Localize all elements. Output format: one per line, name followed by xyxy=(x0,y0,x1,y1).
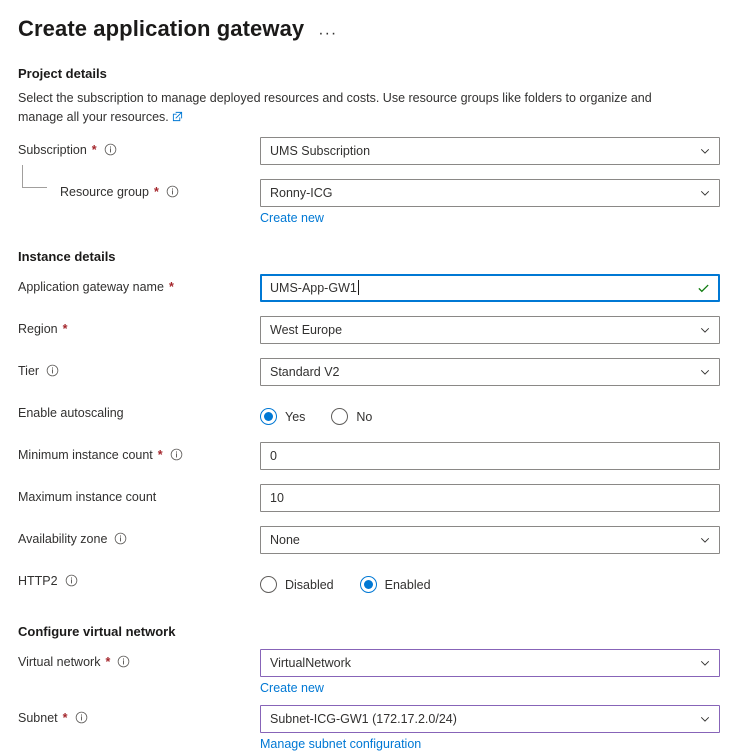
row-resource-group xyxy=(18,179,732,225)
required-marker: * xyxy=(91,142,97,157)
label-max-instance-count-text: Maximum instance count xyxy=(18,489,157,504)
required-marker: * xyxy=(62,710,68,725)
field-enable-autoscaling xyxy=(260,400,720,430)
row-min-instance-count xyxy=(18,442,732,474)
label-resource-group-text: Resource group xyxy=(60,184,149,199)
row-max-instance-count xyxy=(18,484,732,516)
subnet-dropdown[interactable] xyxy=(260,705,720,733)
label-availability-zone-text: Availability zone xyxy=(18,531,108,546)
field-min-instance-count xyxy=(260,442,720,470)
http2-radio-group xyxy=(260,568,720,598)
resource-group-value: Ronny-ICG xyxy=(270,185,333,200)
label-min-instance-count xyxy=(18,442,260,462)
subscription-value: UMS Subscription xyxy=(270,143,371,158)
info-icon-availability-zone[interactable] xyxy=(114,532,127,545)
app-gateway-name-value: UMS-App-GW1 xyxy=(270,280,357,295)
tree-connector xyxy=(22,165,47,188)
external-link-icon[interactable] xyxy=(172,111,183,122)
page-title: Create application gateway xyxy=(18,16,305,41)
label-resource-group xyxy=(18,179,260,199)
section-title-instance-details: Instance details xyxy=(18,248,116,264)
row-virtual-network xyxy=(18,649,732,695)
radio-mark-selected xyxy=(360,576,377,593)
row-subnet xyxy=(18,705,732,751)
label-enable-autoscaling-text: Enable autoscaling xyxy=(18,405,124,420)
label-tier xyxy=(18,358,260,378)
label-subnet xyxy=(18,705,260,725)
radio-autoscaling-yes[interactable] xyxy=(260,408,305,425)
page-header xyxy=(0,0,750,42)
chevron-down-icon xyxy=(700,146,710,156)
chevron-down-icon xyxy=(700,535,710,545)
info-icon-subscription[interactable] xyxy=(104,143,117,156)
subscription-dropdown[interactable] xyxy=(260,137,720,165)
label-app-gateway-name-text: Application gateway name xyxy=(18,279,164,294)
region-value: West Europe xyxy=(270,322,343,337)
max-instance-count-value: 10 xyxy=(270,490,284,505)
text-caret xyxy=(358,280,359,295)
info-icon-subnet[interactable] xyxy=(75,711,88,724)
label-region-text: Region xyxy=(18,321,58,336)
field-availability-zone xyxy=(260,526,720,554)
min-instance-count-input[interactable] xyxy=(260,442,720,470)
chevron-down-icon xyxy=(700,367,710,377)
chevron-down-icon xyxy=(700,658,710,668)
label-subscription xyxy=(18,137,260,157)
radio-http2-enabled[interactable] xyxy=(360,576,431,593)
info-icon-resource-group[interactable] xyxy=(166,185,179,198)
chevron-down-icon xyxy=(700,325,710,335)
row-availability-zone xyxy=(18,526,732,558)
validation-check-icon xyxy=(697,281,710,294)
row-tier xyxy=(18,358,732,390)
label-virtual-network-text: Virtual network xyxy=(18,654,101,669)
field-http2 xyxy=(260,568,720,598)
row-region xyxy=(18,316,732,348)
max-instance-count-input[interactable] xyxy=(260,484,720,512)
label-region xyxy=(18,316,260,336)
section-title-project-details: Project details xyxy=(18,66,107,81)
radio-http2-disabled-label: Disabled xyxy=(285,577,334,592)
manage-subnet-configuration-link[interactable]: Manage subnet configuration xyxy=(260,736,422,751)
section-title-configure-virtual-network: Configure virtual network xyxy=(18,623,176,639)
required-marker: * xyxy=(105,654,111,669)
virtual-network-dropdown[interactable] xyxy=(260,649,720,677)
field-subscription xyxy=(260,137,720,165)
field-tier xyxy=(260,358,720,386)
label-app-gateway-name xyxy=(18,274,260,294)
create-new-virtual-network-link[interactable]: Create new xyxy=(260,680,324,695)
label-http2-text: HTTP2 xyxy=(18,573,58,588)
chevron-down-icon xyxy=(700,188,710,198)
label-tier-text: Tier xyxy=(18,363,40,378)
section-description-text: Select the subscription to manage deployed resources and costs. Use resource groups like folders to organize and manage all your resources. xyxy=(18,91,652,124)
radio-autoscaling-no[interactable] xyxy=(331,408,372,425)
chevron-down-icon xyxy=(700,714,710,724)
resource-group-dropdown[interactable] xyxy=(260,179,720,207)
field-virtual-network xyxy=(260,649,720,695)
enable-autoscaling-radio-group xyxy=(260,400,720,430)
label-subscription-text: Subscription xyxy=(18,142,87,157)
label-subnet-text: Subnet xyxy=(18,710,58,725)
label-virtual-network xyxy=(18,649,260,669)
required-marker: * xyxy=(157,447,163,462)
min-instance-count-value: 0 xyxy=(270,448,277,463)
label-http2 xyxy=(18,568,260,588)
radio-mark xyxy=(260,576,277,593)
app-gateway-name-input[interactable] xyxy=(260,274,720,302)
row-subscription xyxy=(18,137,732,169)
row-app-gateway-name xyxy=(18,274,732,306)
section-description-project-details xyxy=(18,89,678,127)
radio-http2-disabled[interactable] xyxy=(260,576,334,593)
label-availability-zone xyxy=(18,526,260,546)
region-dropdown[interactable] xyxy=(260,316,720,344)
required-marker: * xyxy=(153,184,159,199)
row-enable-autoscaling xyxy=(18,400,732,432)
radio-mark xyxy=(331,408,348,425)
radio-autoscaling-no-label: No xyxy=(356,409,373,424)
radio-mark-selected xyxy=(260,408,277,425)
field-resource-group xyxy=(260,179,720,225)
label-min-instance-count-text: Minimum instance count xyxy=(18,447,153,462)
availability-zone-value: None xyxy=(270,532,300,547)
form-content xyxy=(0,66,750,751)
field-region xyxy=(260,316,720,344)
info-icon-virtual-network[interactable] xyxy=(117,655,130,668)
radio-autoscaling-yes-label: Yes xyxy=(285,409,306,424)
availability-zone-dropdown[interactable] xyxy=(260,526,720,554)
info-icon-min-instance-count[interactable] xyxy=(170,448,183,461)
more-options-button[interactable]: ··· xyxy=(318,25,338,42)
tier-dropdown[interactable] xyxy=(260,358,720,386)
info-icon-http2[interactable] xyxy=(65,574,78,587)
tier-value: Standard V2 xyxy=(270,364,340,379)
info-icon-tier[interactable] xyxy=(46,364,59,377)
virtual-network-value: VirtualNetwork xyxy=(270,655,352,670)
field-subnet xyxy=(260,705,720,751)
radio-http2-enabled-label: Enabled xyxy=(384,577,431,592)
row-http2 xyxy=(18,568,732,600)
field-app-gateway-name xyxy=(260,274,720,302)
required-marker: * xyxy=(168,279,174,294)
subnet-value: Subnet-ICG-GW1 (172.17.2.0/24) xyxy=(270,711,457,726)
create-new-resource-group-link[interactable]: Create new xyxy=(260,210,324,225)
required-marker: * xyxy=(62,321,68,336)
field-max-instance-count xyxy=(260,484,720,512)
label-enable-autoscaling xyxy=(18,400,260,420)
label-max-instance-count xyxy=(18,484,260,504)
